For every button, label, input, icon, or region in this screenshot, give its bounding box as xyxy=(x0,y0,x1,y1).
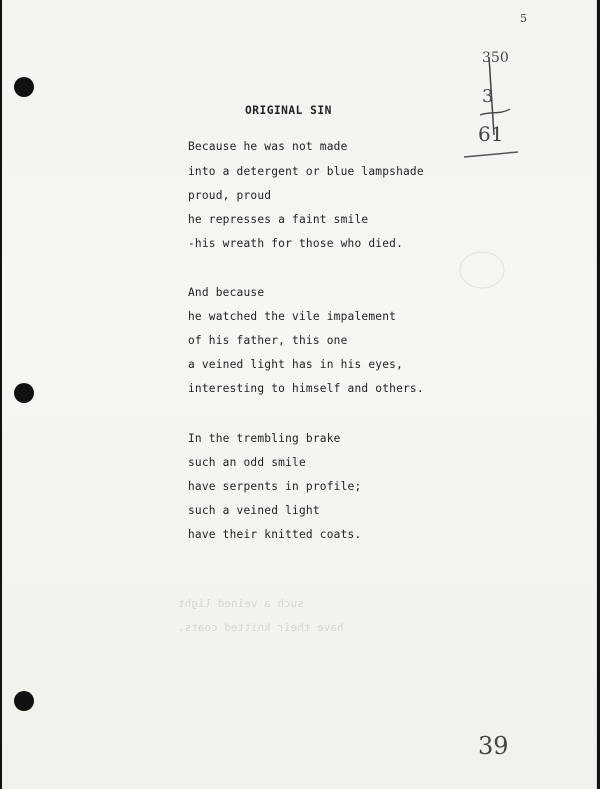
tally-number-1: 350 xyxy=(482,50,509,66)
poem-line: interesting to himself and others. xyxy=(188,382,424,395)
poem-line: Because he was not made xyxy=(188,140,348,153)
page-number: 39 xyxy=(478,732,509,760)
poem-line: have serpents in profile; xyxy=(188,480,362,493)
punch-hole-top xyxy=(14,77,34,97)
poem-line: a veined light has in his eyes, xyxy=(188,358,403,371)
tally-number-3: 61 xyxy=(478,122,504,146)
poem-line: such an odd smile xyxy=(188,456,306,469)
poem-line: And because xyxy=(188,286,265,299)
poem-line: proud, proud xyxy=(188,189,272,202)
poem-line: -his wreath for those who died. xyxy=(188,237,403,250)
bleed-through-line: have their knitted coats. xyxy=(178,621,344,634)
poem-line: he watched the vile impalement xyxy=(188,310,397,323)
punch-hole-bottom xyxy=(14,691,34,711)
faint-circle-mark xyxy=(452,245,512,295)
poem-line: of his father, this one xyxy=(188,334,348,347)
tally-strikethrough xyxy=(460,45,530,165)
poem-line: have their knitted coats. xyxy=(188,528,362,541)
poem-line: In the trembling brake xyxy=(188,432,341,445)
poem-line: into a detergent or blue lampshade xyxy=(188,165,424,178)
tally-number-2: 3 xyxy=(482,86,494,107)
poem-title: ORIGINAL SIN xyxy=(245,104,332,117)
punch-hole-middle xyxy=(14,383,34,403)
poem-line: such a veined light xyxy=(188,504,320,517)
poem-line: he represses a faint smile xyxy=(188,213,369,226)
bleed-through-line: such a veined light xyxy=(178,597,304,610)
corner-number: 5 xyxy=(520,12,527,25)
paper-sheet xyxy=(2,0,597,789)
